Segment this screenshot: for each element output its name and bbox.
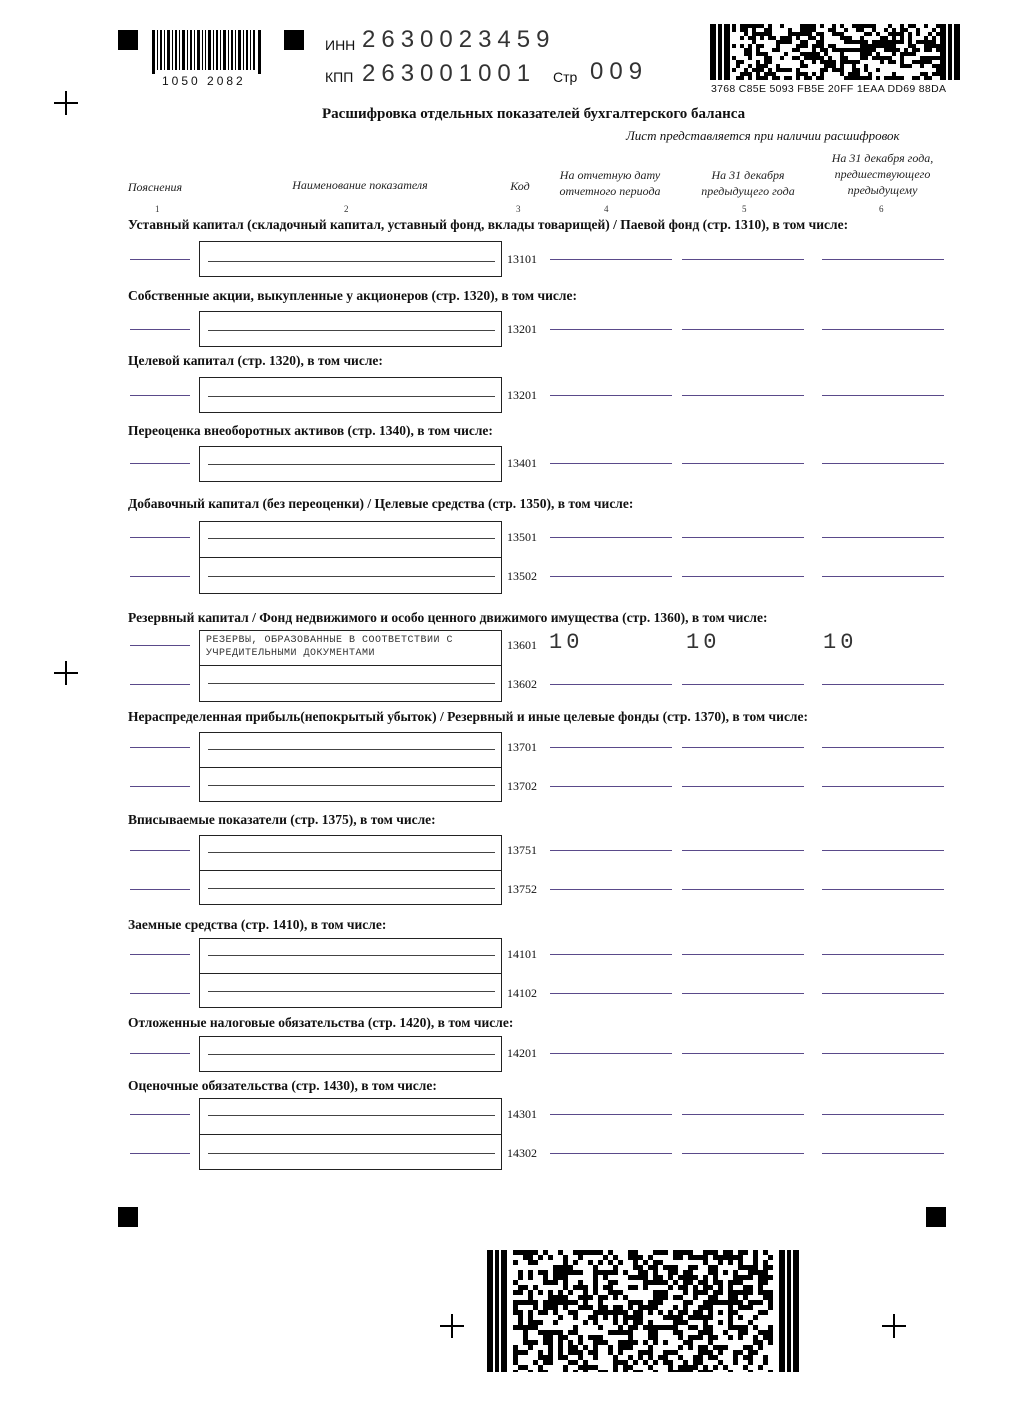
column-header-previous-year [683,167,813,199]
column-number-2: 2 [344,204,349,214]
value-field-reporting-date[interactable] [550,395,672,396]
value-field-reporting-date[interactable] [550,954,672,955]
indicator-name-box[interactable] [199,1036,502,1072]
section-title: Уставный капитал (складочный капитал, уставный фонд, вклады товарищей) / Паевой фонд (стр. 1310), в том числе: [128,217,849,232]
value-field-reporting-date[interactable] [550,1153,672,1154]
explanation-field[interactable] [130,1153,190,1154]
explanation-field[interactable] [130,786,190,787]
value-field-year-before-previous[interactable] [822,463,944,464]
explanation-field[interactable] [130,259,190,260]
explanation-field[interactable] [130,993,190,994]
document-title: Расшифровка отдельных показателей бухгалтерского баланса [322,106,746,122]
document-subtitle: Лист представляется при наличии расшифровок [626,128,900,143]
explanation-field[interactable] [130,1114,190,1115]
value-field-reporting-date[interactable] [550,329,672,330]
value-field-reporting-date[interactable] [550,889,672,890]
value-field-reporting-date[interactable] [550,1114,672,1115]
registration-mark-top-left [118,30,138,50]
value-field-previous-year[interactable] [682,1114,804,1115]
value-previous-year[interactable]: 10 [686,630,721,655]
value-field-reporting-date[interactable] [550,576,672,577]
kpp-label: КПП [325,69,354,85]
column-header-indicator-name: Наименование показателя [292,178,428,192]
value-field-previous-year[interactable] [682,747,804,748]
value-field-reporting-date[interactable] [550,850,672,851]
column-header-year-before-previous [815,150,950,198]
value-field-previous-year[interactable] [682,684,804,685]
datamatrix-code-top [710,24,960,80]
value-field-year-before-previous[interactable] [822,395,944,396]
column-number-1: 1 [155,204,160,214]
value-field-reporting-date[interactable] [550,1053,672,1054]
hash-code: 3768 C85E 5093 FB5E 20FF 1EAA DD69 88DA [711,83,947,95]
value-field-previous-year[interactable] [682,786,804,787]
explanation-field[interactable] [130,1053,190,1054]
row-code: 13101 [507,252,537,266]
value-field-previous-year[interactable] [682,1053,804,1054]
column-header-code: Код [510,179,530,193]
row-code: 13601 [507,638,537,652]
column-header-reporting-date [545,167,675,199]
value-field-year-before-previous[interactable] [822,259,944,260]
indicator-name-box[interactable] [199,732,502,802]
row-code: 13201 [507,322,537,336]
row-code: 13401 [507,456,537,470]
value-field-year-before-previous[interactable] [822,576,944,577]
explanation-field[interactable] [130,329,190,330]
page-value: 009 [590,58,649,85]
value-reporting-date[interactable]: 10 [549,630,584,655]
indicator-name-box[interactable] [199,377,502,413]
crosshair-mark-bottom-center [440,1314,464,1338]
indicator-name-box[interactable] [199,241,502,277]
row-code: 14102 [507,986,537,1000]
row-code: 14201 [507,1046,537,1060]
value-year-before-previous[interactable]: 10 [823,630,858,655]
column-header-year-before-previous-line2: предшествующего [834,167,931,181]
column-header-year-before-previous-line3: предыдущему [847,183,918,197]
barcode [152,30,262,74]
column-number-6: 6 [879,204,884,214]
row-code: 14101 [507,947,537,961]
section-title: Резервный капитал / Фонд недвижимого и особо ценного движимого имущества (стр. 1360), в том числе: [128,610,768,625]
value-field-reporting-date[interactable] [550,993,672,994]
column-header-previous-year-line2: предыдущего года [701,184,795,198]
page-label: Стр [553,69,578,85]
indicator-name-box[interactable] [199,630,502,702]
column-header-previous-year-line1: На 31 декабря [711,168,785,182]
value-field-year-before-previous[interactable] [822,1153,944,1154]
section-title: Вписываемые показатели (стр. 1375), в том числе: [128,812,436,827]
value-field-previous-year[interactable] [682,395,804,396]
value-field-year-before-previous[interactable] [822,786,944,787]
value-field-previous-year[interactable] [682,576,804,577]
row-code: 13702 [507,779,537,793]
explanation-field[interactable] [130,954,190,955]
column-header-explanations: Пояснения [127,180,183,194]
registration-mark-bottom-left [118,1207,138,1227]
indicator-name-text: РЕЗЕРВЫ, ОБРАЗОВАННЫЕ В СООТВЕТСТВИИ С УЧРЕДИТЕЛЬНЫМИ ДОКУМЕНТАМИ [206,635,454,659]
value-field-reporting-date[interactable] [550,747,672,748]
row-code: 13701 [507,740,537,754]
value-field-year-before-previous[interactable] [822,993,944,994]
explanation-field[interactable] [130,889,190,890]
explanation-field[interactable] [130,850,190,851]
value-field-reporting-date[interactable] [550,786,672,787]
row-code: 13501 [507,530,537,544]
value-field-year-before-previous[interactable] [822,954,944,955]
value-field-year-before-previous[interactable] [822,889,944,890]
explanation-field[interactable] [130,395,190,396]
crosshair-mark-bottom-right [882,1314,906,1338]
value-field-year-before-previous[interactable] [822,850,944,851]
value-field-year-before-previous[interactable] [822,747,944,748]
indicator-name-box[interactable] [199,521,502,594]
value-field-previous-year[interactable] [682,463,804,464]
registration-mark-top-center [284,30,304,50]
barcode-number: 1050 2082 [162,74,246,88]
value-field-previous-year[interactable] [682,954,804,955]
section-title: Нераспределенная прибыль(непокрытый убыток) / Резервный и иные целевые фонды (стр. 1370), в том числе: [128,709,808,724]
value-field-reporting-date[interactable] [550,259,672,260]
indicator-name-box[interactable] [199,1098,502,1170]
section-title: Отложенные налоговые обязательства (стр. 1420), в том числе: [128,1015,514,1030]
value-field-year-before-previous[interactable] [822,1053,944,1054]
row-code: 13752 [507,882,537,896]
datamatrix-code-bottom [487,1250,799,1372]
value-field-previous-year[interactable] [682,1153,804,1154]
section-title: Собственные акции, выкупленные у акционеров (стр. 1320), в том числе: [128,288,577,303]
column-header-year-before-previous-line1: На 31 декабря года, [831,151,934,165]
crosshair-mark-top-left [54,91,78,115]
explanation-field[interactable] [130,645,190,646]
section-title: Целевой капитал (стр. 1320), в том числе: [128,353,383,368]
value-field-reporting-date[interactable] [550,463,672,464]
row-code: 13502 [507,569,537,583]
value-field-previous-year[interactable] [682,259,804,260]
indicator-name-box[interactable] [199,835,502,905]
row-code: 13751 [507,843,537,857]
crosshair-mark-middle-left [54,661,78,685]
column-header-reporting-date-line2: отчетного периода [559,184,661,198]
column-header-reporting-date-line1: На отчетную дату [559,168,661,182]
value-field-reporting-date[interactable] [550,537,672,538]
row-code: 13201 [507,388,537,402]
value-field-year-before-previous[interactable] [822,329,944,330]
row-code: 14302 [507,1146,537,1160]
explanation-field[interactable] [130,747,190,748]
column-number-4: 4 [604,204,609,214]
value-field-year-before-previous[interactable] [822,537,944,538]
column-number-3: 3 [516,204,521,214]
indicator-name-box[interactable] [199,311,502,347]
row-code: 14301 [507,1107,537,1121]
value-field-previous-year[interactable] [682,993,804,994]
value-field-year-before-previous[interactable] [822,684,944,685]
inn-value: 2630023459 [362,26,556,53]
inn-label: ИНН [325,37,356,53]
indicator-name-box[interactable] [199,446,502,482]
value-field-year-before-previous[interactable] [822,1114,944,1115]
value-field-reporting-date[interactable] [550,684,672,685]
kpp-value: 263001001 [362,60,537,87]
section-title: Оценочные обязательства (стр. 1430), в том числе: [128,1078,437,1093]
explanation-field[interactable] [130,684,190,685]
indicator-name-box[interactable] [199,938,502,1008]
registration-mark-bottom-right [926,1207,946,1227]
value-field-previous-year[interactable] [682,329,804,330]
value-field-previous-year[interactable] [682,537,804,538]
value-field-previous-year[interactable] [682,889,804,890]
explanation-field[interactable] [130,463,190,464]
section-title: Добавочный капитал (без переоценки) / Целевые средства (стр. 1350), в том числе: [128,496,634,511]
explanation-field[interactable] [130,576,190,577]
section-title: Заемные средства (стр. 1410), в том числе: [128,917,387,932]
column-number-5: 5 [742,204,747,214]
section-title: Переоценка внеоборотных активов (стр. 1340), в том числе: [128,423,493,438]
row-code: 13602 [507,677,537,691]
explanation-field[interactable] [130,537,190,538]
value-field-previous-year[interactable] [682,850,804,851]
